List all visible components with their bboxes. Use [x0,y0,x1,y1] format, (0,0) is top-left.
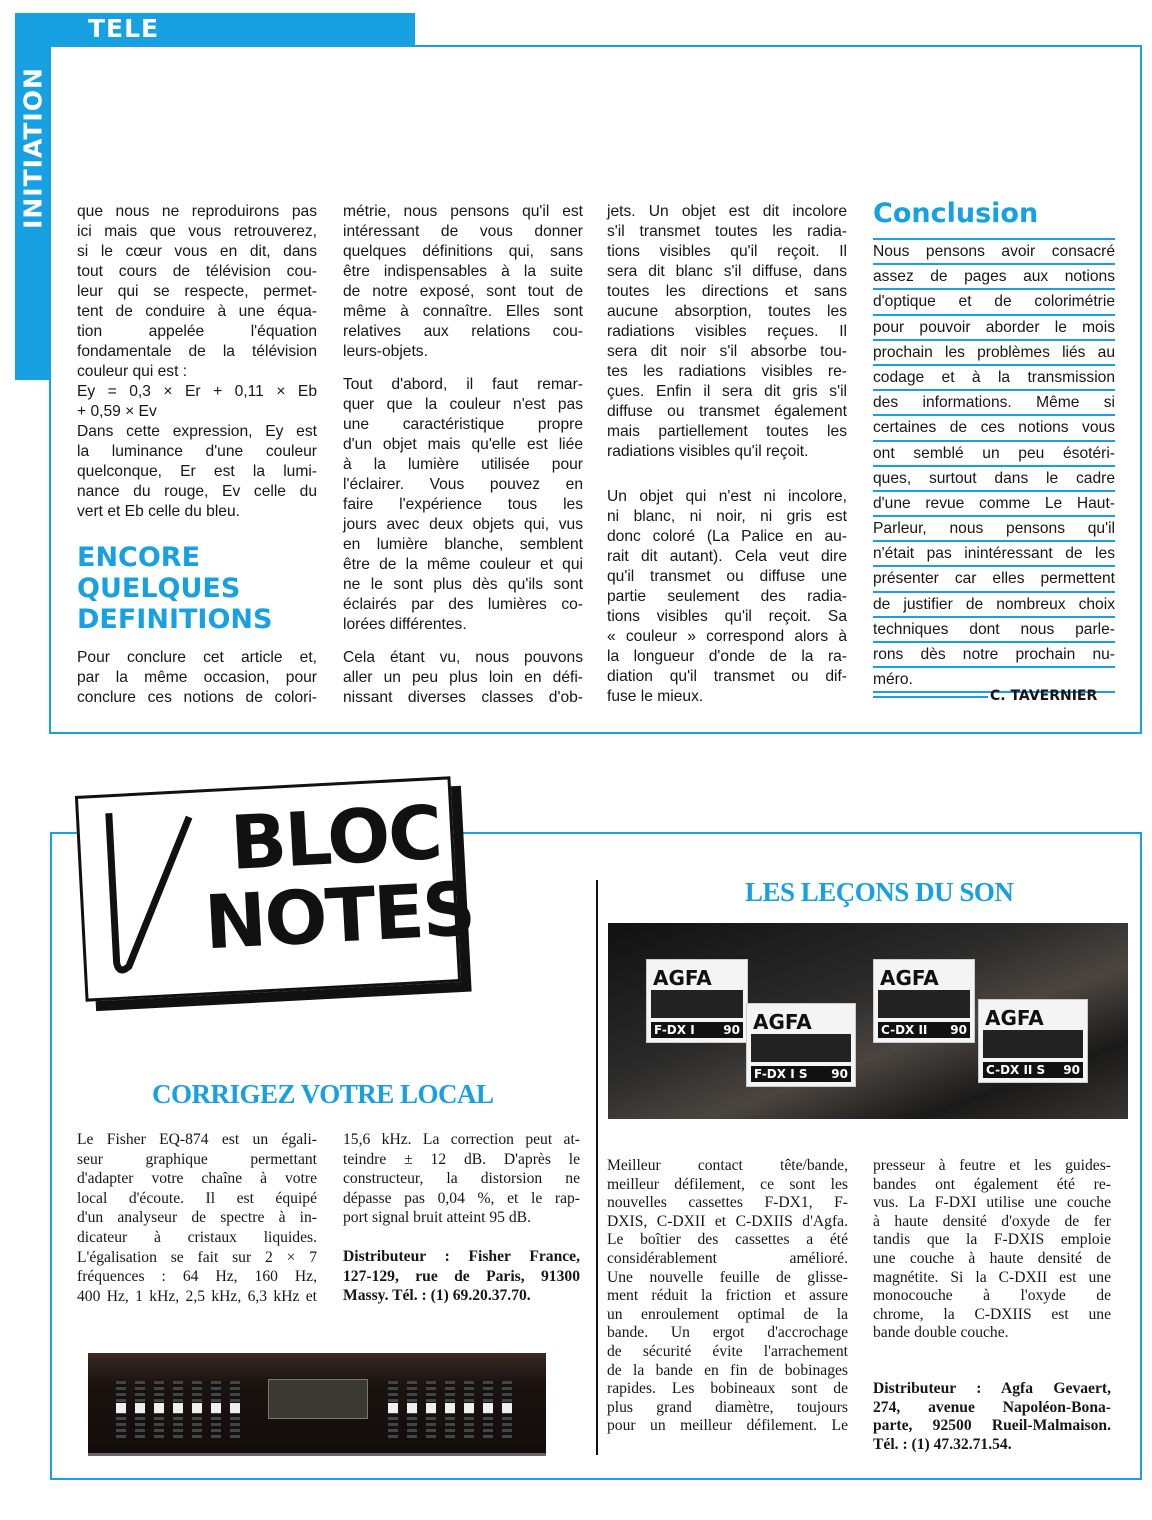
bloc-notes-logo [75,776,476,1001]
text-line: métrie, nous pensons qu'il est [343,203,583,220]
text-line: tions visibles qu'il reçoit. Il [607,243,847,260]
text-line: considérablement amélioré. [607,1249,848,1267]
text-line: rapides. Les bobineaux sont de [607,1380,848,1398]
text-line: diation qu'il transmet ou dif- [607,668,847,685]
text-line: Le boîtier des cassettes a été [607,1231,848,1249]
text-line: d'un analyseur de spectre à in- [77,1209,317,1227]
text-line: leur qui se respecte, permet- [77,283,317,300]
rubric-label: INITIATION [18,67,48,229]
text-line: bande. Un ergot d'accrochage [607,1324,848,1342]
article-paragraph [77,422,317,522]
text-line: nouvelles cassettes F-DX1, F- [607,1194,848,1212]
text-line: tion appelée l'équation [77,323,317,340]
text-line: presseur à feutre et les guides- [873,1157,1111,1174]
text-line: d'une revue comme Le Haut- [873,492,1115,517]
text-line: certaines de ces notions vous [873,416,1115,441]
text-line: aucune absorption, toutes les [607,303,847,320]
text-line: de sécurité évite l'arrachement [607,1342,848,1360]
text-line: Distributeur : Fisher France, [343,1248,580,1265]
checkmark-icon [96,798,215,984]
text-line: d'un objet mais qu'elle est liée [343,436,583,453]
article-paragraph [77,202,317,382]
text-line: Une nouvelle feuille de glisse- [607,1268,848,1286]
cassette [873,959,975,1043]
text-line: faire l'expérience tous les [343,496,583,513]
text-line: seur graphique permettant [77,1150,317,1168]
cassette-brand: AGFA [653,966,712,990]
text-line: meilleur défilement, ce sont les [607,1175,848,1193]
spectrum-display [268,1379,368,1419]
text-line: quer que la couleur n'est pas [343,396,583,413]
text-line: ni blanc, ni noir, ni gris est [607,508,847,525]
text-line: 15,6 kHz. La correction peut at- [343,1131,580,1148]
text-line: DXIS, C-DXII et C-DXIIS d'Agfa. [607,1212,848,1230]
text-line: ne le sont plus dès qu'ils sont [343,576,583,593]
eq-slider-knob [116,1403,126,1413]
text-line: si le cœur vous en dit, dans [77,243,317,260]
eq-slider-knob [464,1403,474,1413]
text-line: méro. [873,668,1115,693]
text-line: nissant diverses classes d'ob- [343,689,583,706]
text-line: 400 Hz, 1 kHz, 2,5 kHz, 6,3 kHz et [77,1287,317,1305]
eq-slider [116,1381,126,1439]
article-paragraph [343,648,583,708]
text-line: rons dès notre prochain nu- [873,643,1115,668]
frame-line-left [49,380,51,734]
text-line: partie seulement des radia- [607,588,847,605]
text-line: à la lumière utilisée pour [343,456,583,473]
author-signature: C. TAVERNIER [990,688,1098,704]
subheading-line: QUELQUES [77,573,241,604]
text-line: Nous pensons avoir consacré [873,240,1115,265]
text-line: çues. Enfin il sera dit gris s'il [607,383,847,400]
eq-slider-knob [407,1403,417,1413]
text-line: tions visibles qu'il reçoit. Sa [607,608,847,625]
column-divider [596,880,598,1455]
text-line: chrome, la C-DXIIS est une [873,1305,1111,1323]
text-line: tout cours de télévision cou- [77,263,317,280]
text-line: tent de conduire à une équa- [77,303,317,320]
eq-slider [407,1381,417,1439]
eq-slider-knob [211,1403,221,1413]
text-line: Meilleur contact tête/bande, [607,1157,848,1174]
conclusion-paragraph [873,238,1115,693]
text-line: des informations. Même si [873,391,1115,416]
text-line: d'adapter votre chaîne à votre [77,1170,317,1188]
text-line: vus. La F-DXI utilise une couche [873,1194,1111,1212]
news-paragraph [873,1157,1111,1343]
logo-word-bloc: BLOC [228,789,443,887]
text-line: ont semblé un peu ésotéri- [873,442,1115,467]
text-line: lorées différentes. [343,616,467,633]
subheading-line: DEFINITIONS [77,604,273,635]
text-line: leurs-objets. [343,343,428,360]
text-line: Dans cette expression, Ey est [77,423,317,440]
text-line: ici mais que vous retrouverez, [77,223,317,240]
text-line: la luminance d'une couleur [77,443,317,460]
text-line: rait dit autant). Cela veut dire [607,548,847,565]
text-line: 127-129, rue de Paris, 91300 [343,1267,580,1285]
text-line: relatives aux relations cou- [343,323,583,340]
text-line: tes les radiations visibles re- [607,363,847,380]
text-line: toutes les directions et sans [607,283,847,300]
text-line: de notre exposé, sont tout de [343,283,583,300]
eq-slider [173,1381,183,1439]
cassette-length: 90 [950,1023,967,1037]
eq-slider-knob [135,1403,145,1413]
text-line: présenter car elles permettent [873,567,1115,592]
eq-slider-knob [426,1403,436,1413]
cassette [646,959,748,1043]
text-line: une couche à haute densité de [873,1249,1111,1267]
text-line: que nous ne reproduirons pas [77,203,317,220]
article-paragraph [343,202,583,362]
text-line: codage et à la transmission [873,366,1115,391]
subheading [77,542,272,635]
text-line: conclure ces notions de colori- [77,689,317,706]
text-line: ques, surtout dans le cadre [873,467,1115,492]
text-line: diffuse ou transmet également [607,403,847,420]
eq-slider-knob [445,1403,455,1413]
cassette-model: C-DX II S [986,1063,1046,1077]
text-line: fréquences : 64 Hz, 160 Hz, [77,1268,317,1286]
cassette-length: 90 [1063,1063,1080,1077]
distributor-info [873,1380,1111,1454]
text-line: dicateur à cristaux liquides. [77,1228,317,1246]
text-line: être de la même couleur et qui [343,556,583,573]
text-line: Massy. Tél. : (1) 69.20.37.70. [343,1287,531,1305]
text-line: sera dit noir s'il absorbe tou- [607,343,847,360]
text-line: tandis que la F-DXIS emploie [873,1231,1111,1249]
eq-slider [388,1381,398,1439]
cassette-brand: AGFA [753,1010,812,1034]
text-line: sera dit blanc s'il diffuse, dans [607,263,847,280]
cassette-brand: AGFA [985,1006,1044,1030]
cassettes-photo [608,923,1128,1119]
text-line: quelques définitions qui, sans [343,243,583,260]
text-line: monocouche à l'oxyde de [873,1287,1111,1305]
text-line: Parleur, nous pensons qu'il [873,517,1115,542]
text-line: Un objet qui n'est ni incolore, [607,488,847,505]
logo-word-notes: NOTES [202,866,476,967]
eq-slider [154,1381,164,1439]
text-line: fondamentale de la télévision [77,343,317,360]
text-line: de justifier de nombreux choix [873,593,1115,618]
eq-slider-knob [483,1403,493,1413]
text-line: techniques dont nous parle- [873,618,1115,643]
text-line: bande double couche. [873,1324,1009,1342]
text-line: donc coloré (La Palice en au- [607,528,847,545]
text-line: assez de pages aux notions [873,265,1115,290]
eq-slider-knob [502,1403,512,1413]
text-line: l'éclairer. Vous pouvez en [343,476,583,493]
text-line: jets. Un objet est dit incolore [607,203,847,220]
text-line: même à connaître. Elles sont [343,303,583,320]
cassette-model: F-DX I S [754,1067,808,1081]
text-line: n'était pas inintéressant de les [873,542,1115,567]
eq-slider [192,1381,202,1439]
text-line: pour pouvoir aborder le mois [873,316,1115,341]
text-line: ment réduit la friction et assure [607,1287,848,1305]
cassette-length: 90 [723,1023,740,1037]
news-paragraph [343,1130,580,1228]
text-line: 274, avenue Napoléon-Bona- [873,1398,1111,1416]
text-line: aller un peu plus loin en défi- [343,669,583,686]
text-line: dépasse pas 0,04 %, et le rap- [343,1189,580,1207]
eq-slider [464,1381,474,1439]
eq-slider [135,1381,145,1439]
text-line: plus grand diamètre, toujours [607,1398,848,1416]
signature-rule [873,696,988,698]
text-line: Tout d'abord, il faut remar- [343,376,583,393]
text-line: Ey = 0,3 × Er + 0,11 × Eb [77,383,317,400]
text-line: parte, 92500 Rueil-Malmaison. [873,1417,1111,1435]
section-header-bar [15,13,415,47]
text-line: prochain les problèmes liés au [873,341,1115,366]
text-line: teindre ± 12 dB. D'après le [343,1150,580,1168]
cassette-length: 90 [831,1067,848,1081]
eq-slider [483,1381,493,1439]
text-line: être indispensables à la suite [343,263,583,280]
equalizer-photo [88,1353,546,1456]
subheading-line: ENCORE [77,542,201,573]
text-line: L'égalisation se fait sur 2 × 7 [77,1248,317,1266]
article-paragraph [343,375,583,635]
text-line: jours avec deux objets qui, vus [343,516,583,533]
text-line: « couleur » correspond alors à [607,628,847,645]
text-line: éclairés par des lumières co- [343,596,583,613]
text-line: port signal bruit atteint 95 dB. [343,1209,531,1227]
text-line: Pour conclure cet article et, [77,649,317,666]
eq-slider-knob [154,1403,164,1413]
cassette-model: C-DX II [881,1023,928,1037]
text-line: Distributeur : Agfa Gevaert, [873,1380,1111,1397]
text-line: de la bande en fin de bobinages [607,1361,848,1379]
text-line: la longueur d'onde de la ra- [607,648,847,665]
text-line: qu'il transmet ou diffuse une [607,568,847,585]
news-paragraph [607,1157,848,1436]
eq-slider [502,1381,512,1439]
bloc-frame-right [1140,832,1142,1480]
eq-slider-knob [388,1403,398,1413]
cassette-brand: AGFA [880,966,939,990]
cassette [746,1003,856,1087]
text-line: constructeur, la distorsion ne [343,1170,580,1188]
eq-slider [426,1381,436,1439]
distributor-info [343,1247,580,1306]
text-line: quelconque, Er est la lumi- [77,463,317,480]
text-line: local d'écoute. Il est équipé [77,1189,317,1207]
text-line: radiations visibles qu'il reçoit. [607,443,809,460]
eq-slider-knob [192,1403,202,1413]
eq-slider-knob [230,1403,240,1413]
text-line: Tél. : (1) 47.32.71.54. [873,1435,1012,1453]
text-line: radiations visibles reçues. Il [607,323,847,340]
eq-slider-knob [173,1403,183,1413]
text-line: pour un meilleur défilement. Le [607,1417,848,1435]
eq-slider [211,1381,221,1439]
text-line: une caractéristique propre [343,416,583,433]
text-line: fuse le mieux. [607,688,704,705]
text-line: mais partiellement toutes les [607,423,847,440]
cassette [978,999,1088,1083]
frame-line-top [415,45,1142,47]
text-line: en lumière blanche, semblent [343,536,583,553]
text-line: d'optique et de colorimétrie [873,290,1115,315]
text-line: couleur qui est : [77,363,188,380]
article-paragraph [607,202,847,462]
cassette-model: F-DX I [654,1023,695,1037]
text-line: nance du rouge, Ev celle du [77,483,317,500]
text-line: s'il transmet toutes les radia- [607,223,847,240]
text-line: magnétite. Si la C-DXII est une [873,1268,1111,1286]
frame-line-right [1140,45,1142,734]
news-paragraph [77,1130,317,1306]
text-line: bandes ont également été re- [873,1175,1111,1193]
eq-slider [445,1381,455,1439]
article-paragraph [77,648,317,708]
text-line: Le Fisher EQ-874 est un égali- [77,1131,317,1148]
bloc-frame-bottom [50,1478,1142,1480]
news-title: LES LEÇONS DU SON [745,877,1014,907]
news-title: CORRIGEZ VOTRE LOCAL [152,1079,494,1109]
article-paragraph [607,487,847,707]
text-line: un enroulement optimal de la [607,1305,848,1323]
text-line: + 0,59 × Ev [77,403,157,420]
bloc-frame-left [50,832,52,1480]
text-line: intéressant de vous donner [343,223,583,240]
text-line: Cela étant vu, nous pouvons [343,649,583,666]
text-line: vert et Eb celle du bleu. [77,503,240,520]
conclusion-heading: Conclusion [873,198,1039,229]
equation [77,382,317,422]
text-line: à haute densité d'oxyde de fer [873,1212,1111,1230]
eq-slider [230,1381,240,1439]
frame-line-bottom [50,732,1142,734]
section-title: TELE [88,14,160,43]
text-line: par la même occasion, pour [77,669,317,686]
